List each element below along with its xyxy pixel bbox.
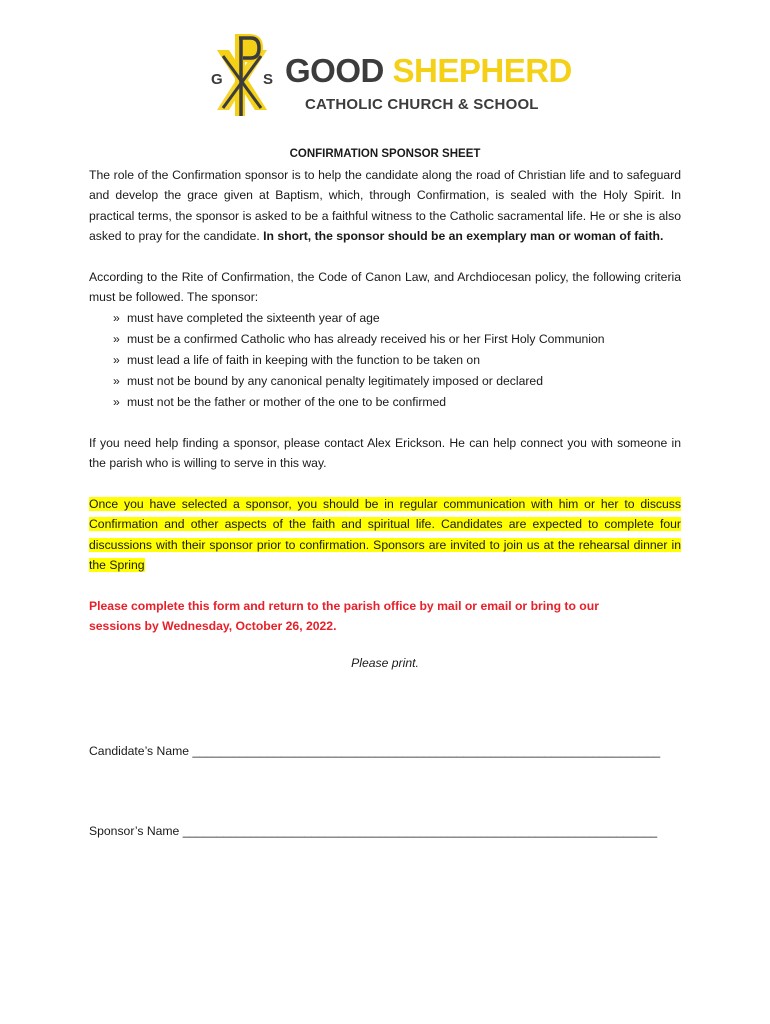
intro-emphasis: In short, the sponsor should be an exemplary man or woman of faith. xyxy=(263,229,664,243)
document-title: CONFIRMATION SPONSOR SHEET xyxy=(289,148,481,160)
parish-subtitle: CATHOLIC CHURCH & SCHOOL xyxy=(305,96,539,113)
list-item: » must not be the father or mother of the one to be confirmed xyxy=(113,392,681,413)
svg-text:S: S xyxy=(263,71,274,88)
candidate-name-label: Candidate’s Name xyxy=(89,744,190,758)
help-paragraph: If you need help finding a sponsor, please contact Alex Erickson. He can help connect you with someone in the parish who is willing to serve in this way. xyxy=(89,435,681,470)
list-item: » must lead a life of faith in keeping with the function to be taken on xyxy=(113,350,681,371)
list-item: » must not be bound by any canonical penalty legitimately imposed or declared xyxy=(113,371,681,392)
bullet-icon: » xyxy=(113,394,120,409)
list-item: » must be a confirmed Catholic who has already received his or her First Holy Communion xyxy=(113,329,681,350)
bullet-icon: » xyxy=(113,373,120,388)
deadline-line-1: Please complete this form and return to the parish office by mail or email or bring to our xyxy=(89,598,599,613)
parish-name-shepherd: SHEPHERD xyxy=(392,52,572,89)
parish-name xyxy=(285,52,572,90)
intro-paragraph xyxy=(89,165,681,247)
bullet-icon: » xyxy=(113,331,120,346)
svg-text:G: G xyxy=(211,71,223,88)
sponsor-name-field[interactable] xyxy=(89,824,657,838)
parish-logo xyxy=(205,30,572,120)
bullet-icon: » xyxy=(113,352,120,367)
candidate-name-line[interactable]: _____________________________________________________________________ xyxy=(192,744,661,758)
candidate-name-field[interactable] xyxy=(89,744,660,758)
intro-text: The role of the Confirmation sponsor is to help the candidate along the road of Christian life and to safeguard and develop the grace given at Baptism, which, through Confirmation, is sealed with the Holy Spirit. In practical terms, the sponsor is asked to be a faithful witness to the Catholic sacramental life. He or she is also asked to pray for the candidate. xyxy=(89,167,681,243)
sponsor-name-line[interactable]: ______________________________________________________________________ xyxy=(182,824,658,838)
list-item: » must have completed the sixteenth year of age xyxy=(113,308,681,329)
chi-rho-monogram-icon xyxy=(205,30,285,120)
document-body xyxy=(89,144,681,673)
criteria-intro: According to the Rite of Confirmation, the Code of Canon Law, and Archdiocesan policy, the following criteria must be followed. The sponsor: xyxy=(89,269,681,304)
parish-name-good: GOOD xyxy=(285,52,384,89)
criteria-list xyxy=(89,308,681,413)
sponsor-name-label: Sponsor’s Name xyxy=(89,824,180,838)
bullet-icon: » xyxy=(113,310,120,325)
deadline-line-2: sessions by Wednesday, October 26, 2022. xyxy=(89,619,337,633)
print-note: Please print. xyxy=(351,655,419,670)
sponsor-expectations-paragraph xyxy=(89,494,681,576)
highlighted-text: Once you have selected a sponsor, you should be in regular communication with him or her to discuss Confirmation and other aspects of the faith and spiritual life. Candidates are expected to complete four discussions with their sponsor prior to confirmation. Sponsors are invited to join us at the rehearsal dinner in the Spring xyxy=(89,496,681,572)
